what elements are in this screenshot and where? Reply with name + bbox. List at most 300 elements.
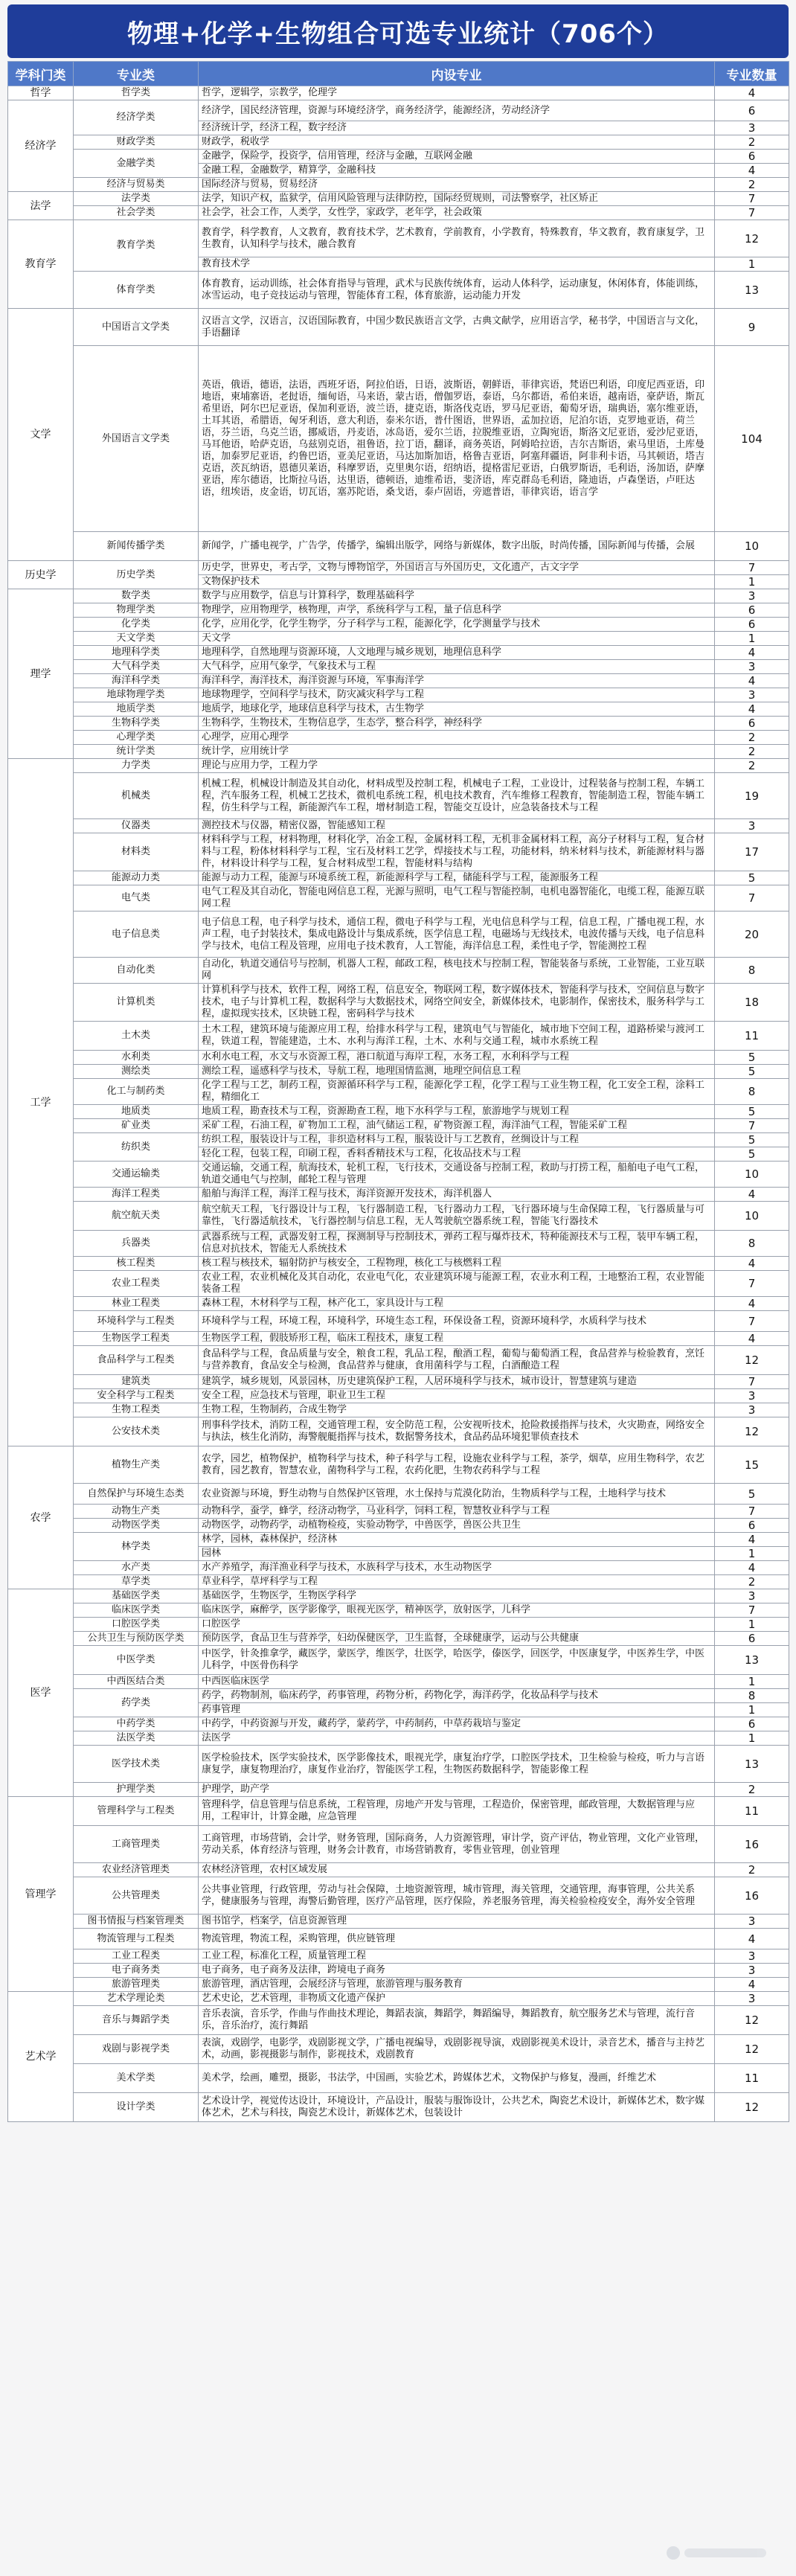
- majors-list-cell: 历史学，世界史，考古学，文物与博物馆学，外国语言与外国历史，文化遗产，古文字学: [199, 561, 715, 575]
- major-count-cell: 1: [715, 1703, 789, 1717]
- major-class-cell: 能源动力类: [74, 871, 199, 885]
- major-count-cell: 3: [715, 688, 789, 702]
- major-class-cell: 工业工程类: [74, 1949, 199, 1964]
- majors-list-cell: 表演，戏剧学，电影学，戏剧影视文学，广播电视编导，戏剧影视导演，戏剧影视美术设计，录音艺术，播音与主持艺术，动画，影视摄影与制作，影视技术，戏剧教育: [199, 2035, 715, 2064]
- header-category: 学科门类: [8, 62, 74, 86]
- discipline-category-cell: 农学: [8, 1446, 74, 1589]
- majors-list-cell: 农业工程，农业机械化及其自动化，农业电气化，农业建筑环境与能源工程，农业水利工程，土地整治工程，农业智能装备工程: [199, 1271, 715, 1297]
- majors-list-cell: 交通运输，交通工程，航海技术，轮机工程，飞行技术，交通设备与控制工程，救助与打捞工程，船舶电子电气工程，轨道交通电气与控制，邮轮工程与管理: [199, 1162, 715, 1188]
- table-row: [8, 1484, 789, 1505]
- major-count-cell: 11: [715, 1797, 789, 1826]
- major-count-cell: 7: [715, 1603, 789, 1618]
- majors-list-cell: 护理学，助产学: [199, 1783, 715, 1797]
- table-row: [8, 1202, 789, 1231]
- table-row: [8, 1105, 789, 1119]
- table-row: [8, 759, 789, 773]
- majors-list-cell: 经济统计学，经济工程，数字经济: [199, 121, 715, 135]
- table-row: [8, 717, 789, 731]
- major-class-cell: 基础医学类: [74, 1589, 199, 1603]
- table-row: [8, 86, 789, 100]
- major-count-cell: 4: [715, 646, 789, 660]
- table-row: [8, 1311, 789, 1332]
- majors-list-cell: 轻化工程，包装工程，印刷工程，香料香精技术与工程，化妆品技术与工程: [199, 1147, 715, 1162]
- major-count-cell: 3: [715, 1992, 789, 2006]
- major-count-cell: 19: [715, 773, 789, 819]
- table-row: [8, 1403, 789, 1417]
- major-class-cell: 仪器类: [74, 819, 199, 833]
- major-class-cell: 法医学类: [74, 1731, 199, 1746]
- major-class-cell: 心理学类: [74, 731, 199, 745]
- table-row: [8, 1446, 789, 1484]
- major-count-cell: 7: [715, 1119, 789, 1133]
- major-count-cell: 6: [715, 618, 789, 632]
- major-class-cell: 天文学类: [74, 632, 199, 646]
- major-class-cell: 金融学类: [74, 150, 199, 178]
- majors-list-cell: 金融工程，金融数学，精算学，金融科技: [199, 164, 715, 178]
- table-row: [8, 1346, 789, 1375]
- discipline-category-cell: 经济学: [8, 100, 74, 192]
- table-row: [8, 618, 789, 632]
- major-class-cell: 水产类: [74, 1561, 199, 1575]
- major-count-cell: 7: [715, 1375, 789, 1389]
- major-class-cell: 纺织类: [74, 1133, 199, 1162]
- majors-list-cell: 音乐表演，音乐学，作曲与作曲技术理论，舞蹈表演，舞蹈学，舞蹈编导，舞蹈教育，航空服务艺术与管理，流行音乐，音乐治疗，流行舞蹈: [199, 2006, 715, 2035]
- majors-list-cell: 中药学，中药资源与开发，藏药学，蒙药学，中药制药，中草药栽培与鉴定: [199, 1717, 715, 1731]
- majors-list-cell: 旅游管理，酒店管理，会展经济与管理，旅游管理与服务教育: [199, 1978, 715, 1992]
- table-row: [8, 603, 789, 618]
- table-row: [8, 1717, 789, 1731]
- major-class-cell: 力学类: [74, 759, 199, 773]
- major-statistics-table-wrapper: [7, 61, 789, 2122]
- table-row: [8, 2093, 789, 2122]
- major-class-cell: 物流管理与工程类: [74, 1929, 199, 1949]
- title-banner: [7, 4, 789, 58]
- major-count-cell: 2: [715, 731, 789, 745]
- majors-list-cell: 财政学，税收学: [199, 135, 715, 150]
- majors-list-cell: 工业工程，标准化工程，质量管理工程: [199, 1949, 715, 1964]
- table-row: [8, 1133, 789, 1147]
- majors-list-cell: 自动化，轨道交通信号与控制，机器人工程，邮政工程，核电技术与控制工程，智能装备与系统，工业智能，工业互联网: [199, 958, 715, 984]
- majors-list-cell: 临床医学，麻醉学，医学影像学，眼视光医学，精神医学，放射医学，儿科学: [199, 1603, 715, 1618]
- major-class-cell: 航空航天类: [74, 1202, 199, 1231]
- discipline-category-cell: 医学: [8, 1589, 74, 1797]
- major-class-cell: 安全科学与工程类: [74, 1389, 199, 1403]
- table-row: [8, 1689, 789, 1703]
- table-row: [8, 1332, 789, 1346]
- major-count-cell: 8: [715, 958, 789, 984]
- major-count-cell: 4: [715, 1561, 789, 1575]
- majors-list-cell: 测控技术与仪器，精密仪器，智能感知工程: [199, 819, 715, 833]
- table-row: [8, 1188, 789, 1202]
- major-count-cell: 2: [715, 759, 789, 773]
- table-row: [8, 911, 789, 958]
- majors-list-cell: 安全工程，应急技术与管理，职业卫生工程: [199, 1389, 715, 1403]
- major-count-cell: 3: [715, 1949, 789, 1964]
- table-row: [8, 532, 789, 561]
- majors-list-cell: 环境科学与工程，环境工程，环境科学，环境生态工程，环保设备工程，资源环境科学，水质科学与技术: [199, 1311, 715, 1332]
- table-row: [8, 833, 789, 871]
- major-count-cell: 1: [715, 632, 789, 646]
- table-row: [8, 2064, 789, 2093]
- table-row: [8, 1632, 789, 1646]
- major-class-cell: 食品科学与工程类: [74, 1346, 199, 1375]
- majors-list-cell: 物流管理，物流工程，采购管理，供应链管理: [199, 1929, 715, 1949]
- major-class-cell: 建筑类: [74, 1375, 199, 1389]
- major-count-cell: 16: [715, 1877, 789, 1915]
- majors-list-cell: 水利水电工程，水文与水资源工程，港口航道与海岸工程，水务工程，水利科学与工程: [199, 1051, 715, 1065]
- major-count-cell: 6: [715, 603, 789, 618]
- major-class-cell: 中药学类: [74, 1717, 199, 1731]
- major-count-cell: 2: [715, 1575, 789, 1589]
- major-count-cell: 4: [715, 1929, 789, 1949]
- table-row: [8, 1863, 789, 1877]
- table-row: [8, 309, 789, 346]
- majors-list-cell: 新闻学，广播电视学，广告学，传播学，编辑出版学，网络与新媒体，数字出版，时尚传播，国际新闻与传播，会展: [199, 532, 715, 561]
- majors-list-cell: 农业资源与环境，野生动物与自然保护区管理，水土保持与荒漠化防治，生物质科学与工程，土地科学与技术: [199, 1484, 715, 1505]
- majors-list-cell: 测绘工程，遥感科学与技术，导航工程，地理国情监测，地理空间信息工程: [199, 1065, 715, 1079]
- major-count-cell: 12: [715, 1346, 789, 1375]
- major-class-cell: 计算机类: [74, 984, 199, 1022]
- major-count-cell: 3: [715, 1589, 789, 1603]
- table-row: [8, 1065, 789, 1079]
- major-count-cell: 4: [715, 86, 789, 100]
- major-count-cell: 4: [715, 1257, 789, 1271]
- header-count: 专业数量: [715, 62, 789, 86]
- major-class-cell: 财政学类: [74, 135, 199, 150]
- table-row: [8, 1051, 789, 1065]
- major-class-cell: 地理科学类: [74, 646, 199, 660]
- header-majors: 内设专业: [199, 62, 715, 86]
- major-count-cell: 5: [715, 1065, 789, 1079]
- major-count-cell: 13: [715, 1646, 789, 1675]
- major-class-cell: 兵器类: [74, 1231, 199, 1257]
- major-class-cell: 图书情报与档案管理类: [74, 1915, 199, 1929]
- major-class-cell: 数学类: [74, 589, 199, 603]
- discipline-category-cell: 艺术学: [8, 1992, 74, 2122]
- majors-list-cell: 林学，园林，森林保护，经济林: [199, 1533, 715, 1547]
- majors-list-cell: 航空航天工程，飞行器设计与工程，飞行器制造工程，飞行器动力工程，飞行器环境与生命保障工程，飞行器质量与可靠性，飞行器适航技术，飞行器控制与信息工程，无人驾驶航空器系统工程，智能飞行器技术: [199, 1202, 715, 1231]
- majors-list-cell: 哲学，逻辑学，宗教学，伦理学: [199, 86, 715, 100]
- table-row: [8, 561, 789, 575]
- table-row: [8, 1533, 789, 1547]
- majors-list-cell: 汉语言文学，汉语言，汉语国际教育，中国少数民族语言文学，古典文献学，应用语言学，秘书学，中国语言与文化，手语翻译: [199, 309, 715, 346]
- majors-list-cell: 金融学，保险学，投资学，信用管理，经济与金融，互联网金融: [199, 150, 715, 164]
- major-count-cell: 12: [715, 1417, 789, 1446]
- major-count-cell: 4: [715, 1188, 789, 1202]
- major-count-cell: 4: [715, 1332, 789, 1346]
- major-class-cell: 社会学类: [74, 206, 199, 220]
- majors-list-cell: 大气科学，应用气象学，气象技术与工程: [199, 660, 715, 674]
- major-statistics-table: [7, 61, 789, 2122]
- major-class-cell: 电气类: [74, 885, 199, 911]
- page-title: 物理+化学+生物组合可选专业统计（706个）: [127, 19, 669, 49]
- major-count-cell: 12: [715, 220, 789, 257]
- majors-list-cell: 数学与应用数学，信息与计算科学，数理基础科学: [199, 589, 715, 603]
- major-class-cell: 动物生产类: [74, 1505, 199, 1519]
- table-row: [8, 1022, 789, 1051]
- major-count-cell: 12: [715, 2035, 789, 2064]
- major-class-cell: 外国语言文学类: [74, 346, 199, 532]
- major-count-cell: 1: [715, 1547, 789, 1561]
- major-class-cell: 机械类: [74, 773, 199, 819]
- major-class-cell: 核工程类: [74, 1257, 199, 1271]
- major-class-cell: 中医学类: [74, 1646, 199, 1675]
- major-count-cell: 3: [715, 1964, 789, 1978]
- table-row: [8, 1915, 789, 1929]
- major-count-cell: 6: [715, 100, 789, 121]
- major-class-cell: 动物医学类: [74, 1519, 199, 1533]
- table-row: [8, 1297, 789, 1311]
- majors-list-cell: 地质学，地球化学，地球信息科学与技术，古生物学: [199, 702, 715, 717]
- major-count-cell: 3: [715, 1389, 789, 1403]
- discipline-category-cell: 教育学: [8, 220, 74, 309]
- majors-list-cell: 地球物理学，空间科学与技术，防灾减灾科学与工程: [199, 688, 715, 702]
- major-class-cell: 口腔医学类: [74, 1618, 199, 1632]
- major-class-cell: 旅游管理类: [74, 1978, 199, 1992]
- table-row: [8, 871, 789, 885]
- majors-list-cell: 文物保护技术: [199, 575, 715, 589]
- table-row: [8, 2035, 789, 2064]
- majors-list-cell: 电子信息工程，电子科学与技术，通信工程，微电子科学与工程，光电信息科学与工程，信息工程，广播电视工程，水声工程，电子封装技术，集成电路设计与集成系统，医学信息工程，电磁场与无线技术，电波传播与天线，电子信息科学与技术，电信工程及管理，应用电子技术教育，人工智能，海洋信息工程，柔性电子学，智能测控工程: [199, 911, 715, 958]
- major-count-cell: 7: [715, 1271, 789, 1297]
- discipline-category-cell: 工学: [8, 759, 74, 1446]
- major-count-cell: 10: [715, 1162, 789, 1188]
- major-count-cell: 20: [715, 911, 789, 958]
- major-count-cell: 1: [715, 1675, 789, 1689]
- table-row: [8, 1877, 789, 1915]
- major-count-cell: 8: [715, 1231, 789, 1257]
- table-row: [8, 984, 789, 1022]
- major-count-cell: 7: [715, 561, 789, 575]
- major-class-cell: 临床医学类: [74, 1603, 199, 1618]
- major-count-cell: 13: [715, 272, 789, 309]
- table-row: [8, 1389, 789, 1403]
- table-row: [8, 1675, 789, 1689]
- table-row: [8, 1949, 789, 1964]
- majors-list-cell: 预防医学，食品卫生与营养学，妇幼保健医学，卫生监督，全球健康学，运动与公共健康: [199, 1632, 715, 1646]
- major-count-cell: 1: [715, 257, 789, 272]
- table-row: [8, 632, 789, 646]
- table-row: [8, 688, 789, 702]
- major-count-cell: 4: [715, 1978, 789, 1992]
- majors-list-cell: 图书馆学，档案学，信息资源管理: [199, 1915, 715, 1929]
- majors-list-cell: 心理学，应用心理学: [199, 731, 715, 745]
- majors-list-cell: 社会学，社会工作，人类学，女性学，家政学，老年学，社会政策: [199, 206, 715, 220]
- table-row: [8, 178, 789, 192]
- majors-list-cell: 天文学: [199, 632, 715, 646]
- major-class-cell: 海洋工程类: [74, 1188, 199, 1202]
- major-count-cell: 11: [715, 1022, 789, 1051]
- major-class-cell: 哲学类: [74, 86, 199, 100]
- major-class-cell: 化学类: [74, 618, 199, 632]
- major-class-cell: 林业工程类: [74, 1297, 199, 1311]
- majors-list-cell: 理论与应用力学，工程力学: [199, 759, 715, 773]
- major-class-cell: 林学类: [74, 1533, 199, 1561]
- table-row: [8, 660, 789, 674]
- discipline-category-cell: 理学: [8, 589, 74, 759]
- majors-list-cell: 体育教育，运动训练，社会体育指导与管理，武术与民族传统体育，运动人体科学，运动康复，休闲体育，体能训练，冰雪运动，电子竞技运动与管理，智能体育工程，体育旅游，运动能力开发: [199, 272, 715, 309]
- majors-list-cell: 教育学，科学教育，人文教育，教育技术学，艺术教育，学前教育，小学教育，特殊教育，华文教育，教育康复学，卫生教育，认知科学与技术，融合教育: [199, 220, 715, 257]
- major-class-cell: 地质类: [74, 1105, 199, 1119]
- table-row: [8, 1561, 789, 1575]
- major-class-cell: 中西医结合类: [74, 1675, 199, 1689]
- table-body: [8, 86, 789, 2122]
- majors-list-cell: 艺术史论，艺术管理，非物质文化遗产保护: [199, 1992, 715, 2006]
- discipline-category-cell: 历史学: [8, 561, 74, 589]
- major-count-cell: 3: [715, 819, 789, 833]
- major-count-cell: 10: [715, 1202, 789, 1231]
- majors-list-cell: 生物科学，生物技术，生物信息学，生态学，整合科学，神经科学: [199, 717, 715, 731]
- majors-list-cell: 艺术设计学，视觉传达设计，环境设计，产品设计，服装与服饰设计，公共艺术，陶瓷艺术设计，新媒体艺术，数字媒体艺术，艺术与科技，陶瓷艺术设计，新媒体艺术，包装设计: [199, 2093, 715, 2122]
- majors-list-cell: 刑事科学技术，消防工程，交通管理工程，安全防范工程，公安视听技术，抢险救援指挥与技术，火灾勘查，网络安全与执法，核生化消防，海警舰艇指挥与技术，数据警务技术，食品药品环境犯罪侦查技术: [199, 1417, 715, 1446]
- major-count-cell: 8: [715, 1689, 789, 1703]
- major-class-cell: 设计学类: [74, 2093, 199, 2122]
- majors-list-cell: 材料科学与工程，材料物理，材料化学，冶金工程，金属材料工程，无机非金属材料工程，高分子材料与工程，复合材料与工程，粉体材料科学与工程，宝石及材料工艺学，焊接技术与工程，功能材料，纳米材料与技术，新能源材料与器件，材料设计科学与工程，复合材料成型工程，智能材料与结构: [199, 833, 715, 871]
- majors-list-cell: 国际经济与贸易，贸易经济: [199, 178, 715, 192]
- major-class-cell: 海洋科学类: [74, 674, 199, 688]
- major-count-cell: 11: [715, 2064, 789, 2093]
- table-row: [8, 1797, 789, 1826]
- majors-list-cell: 统计学，应用统计学: [199, 745, 715, 759]
- discipline-category-cell: 哲学: [8, 86, 74, 100]
- major-count-cell: 17: [715, 833, 789, 871]
- table-row: [8, 1162, 789, 1188]
- table-row: [8, 819, 789, 833]
- major-count-cell: 2: [715, 1863, 789, 1877]
- major-count-cell: 7: [715, 1505, 789, 1519]
- major-count-cell: 7: [715, 206, 789, 220]
- major-class-cell: 美术学类: [74, 2064, 199, 2093]
- major-count-cell: 3: [715, 1403, 789, 1417]
- major-class-cell: 生物科学类: [74, 717, 199, 731]
- table-row: [8, 1731, 789, 1746]
- major-count-cell: 5: [715, 1051, 789, 1065]
- major-count-cell: 18: [715, 984, 789, 1022]
- table-row: [8, 1929, 789, 1949]
- watermark-logo: [667, 2543, 778, 2563]
- majors-list-cell: 机械工程，机械设计制造及其自动化，材料成型及控制工程，机械电子工程，工业设计，过程装备与控制工程，车辆工程，汽车服务工程，机械工艺技术，微机电系统工程，机电技术教育，汽车维修工程教育，智能制造工程，智能车辆工程，仿生科学与工程，新能源汽车工程，增材制造工程，智能交互设计，应急装备技术与工程: [199, 773, 715, 819]
- majors-list-cell: 农学，园艺，植物保护，植物科学与技术，种子科学与工程，设施农业科学与工程，茶学，烟草，应用生物科学，农艺教育，园艺教育，智慧农业，菌物科学与工程，农药化肥，生物农药科学与工程: [199, 1446, 715, 1484]
- majors-list-cell: 船舶与海洋工程，海洋工程与技术，海洋资源开发技术，海洋机器人: [199, 1188, 715, 1202]
- majors-list-cell: 海洋科学，海洋技术，海洋资源与环境，军事海洋学: [199, 674, 715, 688]
- majors-list-cell: 中西医临床医学: [199, 1675, 715, 1689]
- table-row: [8, 192, 789, 206]
- major-class-cell: 地球物理学类: [74, 688, 199, 702]
- major-count-cell: 2: [715, 135, 789, 150]
- table-row: [8, 1119, 789, 1133]
- major-class-cell: 公共卫生与预防医学类: [74, 1632, 199, 1646]
- table-row: [8, 773, 789, 819]
- majors-list-cell: 园林: [199, 1547, 715, 1561]
- major-class-cell: 艺术学理论类: [74, 1992, 199, 2006]
- major-class-cell: 法学类: [74, 192, 199, 206]
- majors-list-cell: 医学检验技术，医学实验技术，医学影像技术，眼视光学，康复治疗学，口腔医学技术，卫生检验与检疫，听力与言语康复学，康复物理治疗，康复作业治疗，智能医学工程，生物医药数据科学，智能影像工程: [199, 1746, 715, 1783]
- major-count-cell: 4: [715, 164, 789, 178]
- major-count-cell: 12: [715, 2093, 789, 2122]
- majors-list-cell: 生物医学工程，假肢矫形工程，临床工程技术，康复工程: [199, 1332, 715, 1346]
- major-class-cell: 历史学类: [74, 561, 199, 589]
- majors-list-cell: 法医学: [199, 1731, 715, 1746]
- table-row: [8, 1505, 789, 1519]
- table-row: [8, 1964, 789, 1978]
- discipline-category-cell: 文学: [8, 309, 74, 561]
- major-class-cell: 草学类: [74, 1575, 199, 1589]
- table-row: [8, 1618, 789, 1632]
- major-count-cell: 5: [715, 871, 789, 885]
- table-row: [8, 1589, 789, 1603]
- major-count-cell: 7: [715, 1311, 789, 1332]
- table-row: [8, 745, 789, 759]
- table-row: [8, 1271, 789, 1297]
- major-count-cell: 12: [715, 2006, 789, 2035]
- major-count-cell: 6: [715, 1717, 789, 1731]
- major-class-cell: 环境科学与工程类: [74, 1311, 199, 1332]
- major-class-cell: 药学类: [74, 1689, 199, 1717]
- majors-list-cell: 电子商务，电子商务及法律，跨境电子商务: [199, 1964, 715, 1978]
- majors-list-cell: 管理科学，信息管理与信息系统，工程管理，房地产开发与管理，工程造价，保密管理，邮政管理，大数据管理与应用，工程审计，计算金融，应急管理: [199, 1797, 715, 1826]
- table-row: [8, 1992, 789, 2006]
- majors-list-cell: 口腔医学: [199, 1618, 715, 1632]
- discipline-category-cell: 法学: [8, 192, 74, 220]
- watermark-text: [684, 2548, 766, 2557]
- watermark-icon: [667, 2546, 680, 2560]
- major-class-cell: 新闻传播学类: [74, 532, 199, 561]
- major-count-cell: 3: [715, 1915, 789, 1929]
- table-row: [8, 702, 789, 717]
- major-count-cell: 4: [715, 1533, 789, 1547]
- major-class-cell: 护理学类: [74, 1783, 199, 1797]
- major-class-cell: 生物工程类: [74, 1403, 199, 1417]
- major-count-cell: 5: [715, 1105, 789, 1119]
- majors-list-cell: 地质工程，勘查技术与工程，资源勘查工程，地下水科学与工程，旅游地学与规划工程: [199, 1105, 715, 1119]
- major-count-cell: 3: [715, 589, 789, 603]
- majors-list-cell: 英语，俄语，德语，法语，西班牙语，阿拉伯语，日语，波斯语，朝鲜语，菲律宾语，梵语巴利语，印度尼西亚语，印地语，柬埔寨语，老挝语，缅甸语，马来语，蒙古语，僧伽罗语，泰语，乌尔都语，希伯来语，越南语，豪萨语，斯瓦希里语，阿尔巴尼亚语，保加利亚语，波兰语，捷克语，斯洛伐克语，罗马尼亚语，葡萄牙语，瑞典语，塞尔维亚语，土耳其语，希腊语，匈牙利语，意大利语，泰米尔语，普什图语，世界语，孟加拉语，尼泊尔语，克罗地亚语，荷兰语，芬兰语，乌克兰语，挪威语，丹麦语，冰岛语，爱尔兰语，拉脱维亚语，立陶宛语，斯洛文尼亚语，爱沙尼亚语，马耳他语，哈萨克语，乌兹别克语，祖鲁语，拉丁语，翻译，商务英语，阿姆哈拉语，吉尔吉斯语，索马里语，土库曼语，加泰罗尼亚语，约鲁巴语，亚美尼亚语，马达加斯加语，格鲁吉亚语，阿塞拜疆语，阿非利卡语，马其顿语，塔吉克语，茨瓦纳语，恩德贝莱语，科摩罗语，克里奥尔语，绍纳语，提格雷尼亚语，白俄罗斯语，毛利语，汤加语，萨摩亚语，库尔德语，比斯拉马语，达里语，德顿语，迪维希语，斐济语，库克群岛毛利语，隆迪语，卢森堡语，卢旺达语，纽埃语，皮金语，切瓦语，塞苏陀语，桑戈语，泰卢固语，旁遮普语，菲律宾语，语言学: [199, 346, 715, 532]
- majors-list-cell: 动物科学，蚕学，蜂学，经济动物学，马业科学，饲料工程，智慧牧业科学与工程: [199, 1505, 715, 1519]
- table-row: [8, 646, 789, 660]
- major-count-cell: 1: [715, 1731, 789, 1746]
- table-row: [8, 2006, 789, 2035]
- table-row: [8, 1826, 789, 1863]
- table-row: [8, 206, 789, 220]
- major-class-cell: 戏剧与影视学类: [74, 2035, 199, 2064]
- major-count-cell: 104: [715, 346, 789, 532]
- major-class-cell: 大气科学类: [74, 660, 199, 674]
- major-class-cell: 公共管理类: [74, 1877, 199, 1915]
- majors-list-cell: 水产养殖学，海洋渔业科学与技术，水族科学与技术，水生动物医学: [199, 1561, 715, 1575]
- table-row: [8, 1575, 789, 1589]
- table-row: [8, 731, 789, 745]
- table-row: [8, 885, 789, 911]
- majors-list-cell: 公共事业管理，行政管理，劳动与社会保障，土地资源管理，城市管理，海关管理，交通管理，海事管理，公共关系学，健康服务与管理，海警后勤管理，医疗产品管理，医疗保险，养老服务管理，海关检验检疫安全，海外安全管理: [199, 1877, 715, 1915]
- major-class-cell: 管理科学与工程类: [74, 1797, 199, 1826]
- major-class-cell: 电子信息类: [74, 911, 199, 958]
- majors-list-cell: 纺织工程，服装设计与工程，非织造材料与工程，服装设计与工艺教育，丝绸设计与工程: [199, 1133, 715, 1147]
- majors-list-cell: 土木工程，建筑环境与能源应用工程，给排水科学与工程，建筑电气与智能化，城市地下空间工程，道路桥梁与渡河工程，铁道工程，智能建造，土木、水利与海洋工程，土木、水利与交通工程，城市水系统工程: [199, 1022, 715, 1051]
- major-class-cell: 体育学类: [74, 272, 199, 309]
- major-class-cell: 农业经济管理类: [74, 1863, 199, 1877]
- table-row: [8, 674, 789, 688]
- major-class-cell: 化工与制药类: [74, 1079, 199, 1105]
- major-count-cell: 15: [715, 1446, 789, 1484]
- major-count-cell: 4: [715, 1297, 789, 1311]
- table-row: [8, 1978, 789, 1992]
- header-row: [8, 62, 789, 86]
- majors-list-cell: 能源与动力工程，能源与环境系统工程，新能源科学与工程，储能科学与工程，能源服务工程: [199, 871, 715, 885]
- table-row: [8, 589, 789, 603]
- majors-list-cell: 美术学，绘画，雕塑，摄影，书法学，中国画，实验艺术，跨媒体艺术，文物保护与修复，漫画，纤维艺术: [199, 2064, 715, 2093]
- header-class: 专业类: [74, 62, 199, 86]
- major-count-cell: 2: [715, 745, 789, 759]
